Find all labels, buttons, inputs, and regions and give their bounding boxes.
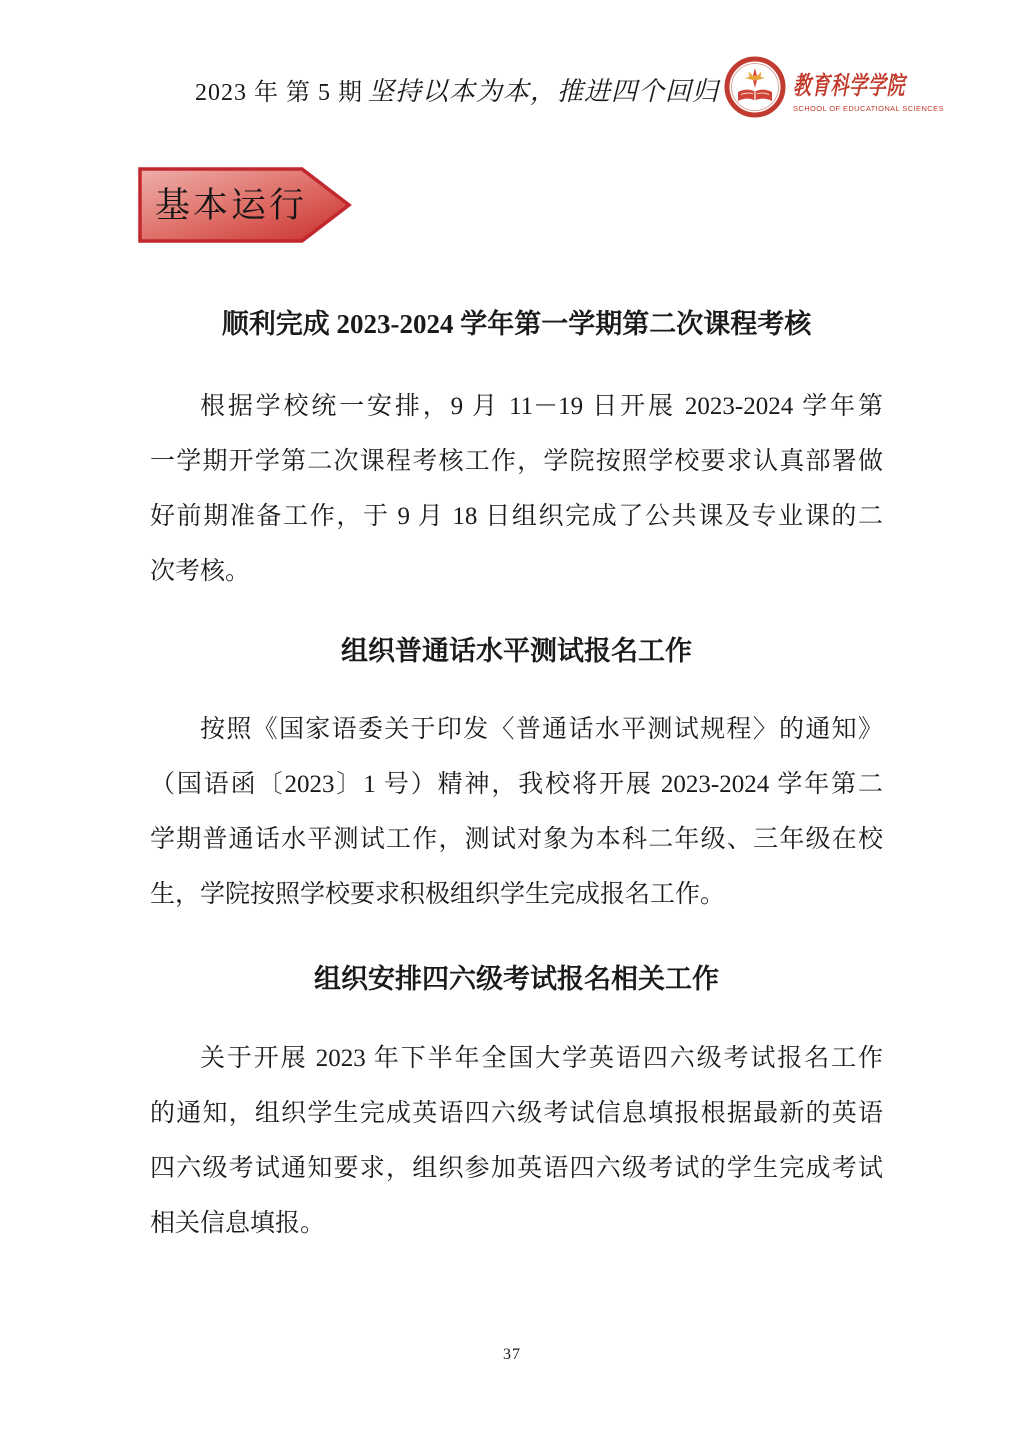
- paragraph-line: 的通知，组织学生完成英语四六级考试信息填报根据最新的英语: [150, 1100, 883, 1127]
- paragraph-line: 四六级考试通知要求，组织参加英语四六级考试的学生完成考试: [150, 1155, 883, 1182]
- section-heading-1: 顺利完成 2023-2024 学年第一学期第二次课程考核: [221, 309, 812, 339]
- logo-text: [792, 66, 944, 113]
- paragraph-line: 关于开展 2023 年下半年全国大学英语四六级考试报名工作: [200, 1045, 883, 1072]
- paragraph-line: 好前期准备工作，于 9 月 18 日组织完成了公共课及专业课的二: [150, 503, 883, 530]
- paragraph-line: 根据学校统一安排，9 月 11－19 日开展 2023-2024 学年第: [200, 393, 883, 420]
- paragraph-line: 次考核。: [150, 558, 251, 585]
- school-logo: [724, 56, 944, 123]
- school-name-cn: 教育科学学院: [792, 72, 906, 100]
- paragraph-line: 相关信息填报。: [150, 1210, 326, 1237]
- paragraph-line: 按照《国家语委关于印发〈普通话水平测试规程〉的通知》: [200, 716, 883, 743]
- school-seal-icon: [724, 56, 786, 123]
- paragraph-line: 生，学院按照学校要求积极组织学生完成报名工作。: [150, 881, 726, 908]
- paragraph-line: 学期普通话水平测试工作，测试对象为本科二年级、三年级在校: [150, 826, 883, 853]
- paragraph-line: 一学期开学第二次课程考核工作，学院按照学校要求认真部署做: [150, 448, 883, 475]
- paragraph-line: （国语函〔2023〕1 号）精神，我校将开展 2023-2024 学年第二: [150, 771, 883, 798]
- section-banner: [138, 166, 352, 244]
- school-name-en: SCHOOL OF EDUCATIONAL SCIENCES: [792, 103, 944, 113]
- section-heading-2: 组织普通话水平测试报名工作: [341, 636, 692, 666]
- section-paragraph-3: [150, 1031, 883, 1251]
- banner-label: 基本运行: [155, 186, 308, 225]
- page-header: [195, 56, 944, 122]
- issue-label: 2023 年 第 5 期: [195, 79, 363, 106]
- section-heading-3: 组织安排四六级考试报名相关工作: [314, 964, 719, 994]
- section-paragraph-2: [150, 702, 883, 922]
- page-number: 37: [503, 1346, 521, 1363]
- motto-text: 坚持以本为本，推进四个回归: [367, 76, 719, 106]
- section-paragraph-1: [150, 379, 883, 599]
